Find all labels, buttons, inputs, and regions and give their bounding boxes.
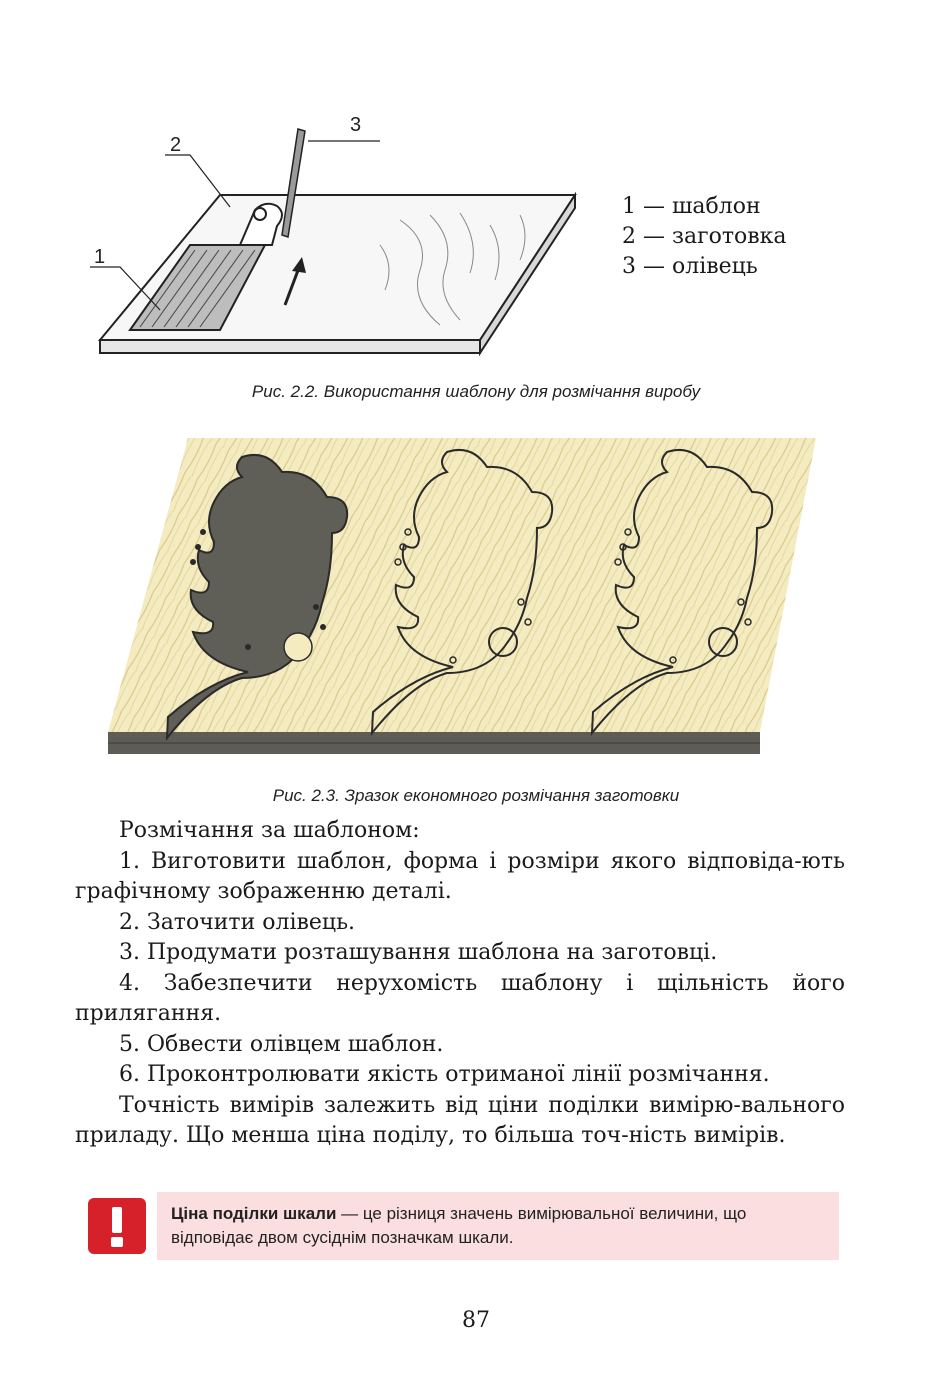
step-item: 4. Забезпечити нерухомість шаблону і щільність його прилягання. [75, 970, 845, 1026]
page-number: 87 [462, 1308, 490, 1333]
legend-item: 2 — заготовка [622, 224, 787, 249]
callout-3: 3 [350, 114, 362, 136]
step-item: 2. Заточити олівець. [119, 909, 356, 935]
figure1-legend [622, 192, 787, 282]
step-item: 3. Продумати розташування шаблона на заготовці. [119, 940, 718, 965]
legend-item: 3 — олівець [622, 254, 758, 279]
note-definition: — це різниця значень вимірювальної величини, що відповідає двом сусіднім позначкам шкали. [171, 1204, 747, 1247]
body-paragraph: Точність вимірів залежить від ціни поділки вимірю-вального приладу. Що менша ціна поділу, то більша точ-ність вимірів. [75, 1092, 845, 1148]
exclamation-icon [88, 1198, 146, 1254]
figure2-caption: Рис. 2.3. Зразок економного розмічання заготовки [272, 786, 680, 805]
figure1-caption: Рис. 2.2. Використання шаблону для розмічання виробу [251, 382, 701, 401]
step-item: 6. Проконтролювати якість отриманої лінії розмічання. [119, 1062, 770, 1087]
section-heading: Розмічання за шаблоном: [119, 818, 420, 843]
note-term: Ціна поділки шкали [171, 1204, 337, 1223]
body-text [75, 816, 845, 1152]
figure-economical-layout [108, 432, 818, 764]
step-item: 1. Виготовити шаблон, форма і розміри якого відповіда-ють графічному зображенню деталі. [75, 848, 845, 904]
callout-2: 2 [170, 134, 182, 156]
step-item: 5. Обвести олівцем шаблон. [119, 1031, 444, 1057]
callout-1: 1 [94, 246, 106, 268]
figure-template-marking [80, 95, 600, 370]
legend-item: 1 — шаблон [622, 194, 761, 219]
definition-note [157, 1192, 839, 1260]
